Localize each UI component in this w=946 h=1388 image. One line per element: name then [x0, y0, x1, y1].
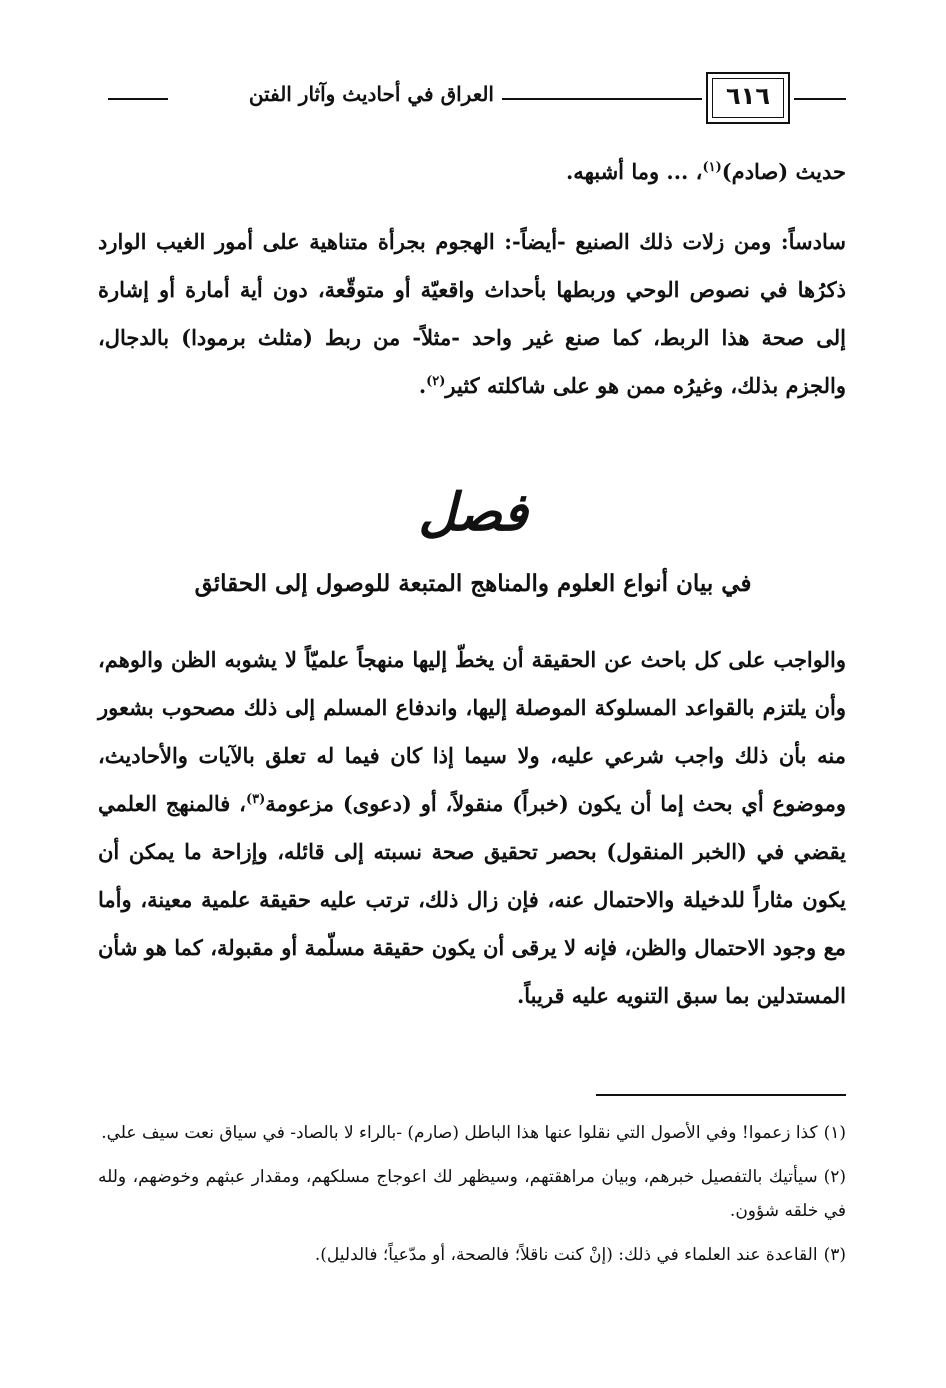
footnote — [98, 1238, 846, 1272]
footnotes — [98, 1116, 846, 1282]
paragraph — [98, 218, 846, 410]
footnote-ref: (٢) — [426, 374, 446, 389]
section-heading: فصل — [418, 482, 528, 543]
paragraph-text: والواجب على كل باحث عن الحقيقة أن يخطّ إليها منهجاً علميّاً لا يشوبه الظن والوهم، وأن يلتزم بالقواعد المسلوكة الموصلة إليها، واندفاع المسلم إلى ذلك مصحوب بشعور منه بأن ذلك واجب شرعي عليه، ولا سيما إذا كان فيما له تعلق بالآيات والأحاديث، وموضوع أي بحث إما أن يكون (خبراً) منقولاً، أو (دعوى) مزعومة — [98, 647, 846, 816]
footnote-text: سيأتيك بالتفصيل خبرهم، وبيان مراهقتهم، وسيظهر لك اعوجاج مسلكهم، ومقدار عبثهم وخوضهم، ولله في خلقه شؤون. — [98, 1167, 846, 1221]
footnote-ref: (١) — [702, 160, 722, 175]
section-subheading: في بيان أنواع العلوم والمناهج المتبعة للوصول إلى الحقائق — [194, 570, 752, 597]
paragraph-text: حديث (صادم) — [721, 159, 846, 184]
paragraph-text: ، فالمنهج العلمي يقضي في (الخبر المنقول) بحصر تحقيق صحة نسبته إلى قائله، وإزاحة ما يمكن أن يكون مثاراً للدخيلة والاحتمال عنه، فإن زال ذلك، ترتب عليه حقيقة علمية معينة، وأما مع وجود الاحتمال والظن، فإنه لا يرقى أن يكون حقيقة مسلّمة أو مقبولة، كما هو شأن المستدلين بما سبق التنويه عليه قريباً. — [98, 791, 846, 1008]
running-header — [108, 72, 846, 132]
footnote-number: (٣) — [823, 1245, 846, 1265]
paragraph-text: سادساً: ومن زلات ذلك الصنيع -أيضاً-: الهجوم بجرأة متناهية على أمور الغيب الوارد ذكرُها في نصوص الوحي وربطها بأحداث واقعيّة أو متوقّعة، دون أية أمارة أو إشارة إلى صحة هذا الربط، كما صنع غير واحد -مثلاً- من ربط (مثلث برمودا) بالدجال، والجزم بذلك، وغيرُه ممن هو على شاكلته كثير — [98, 229, 846, 398]
header-rule — [108, 98, 168, 100]
paragraph-text: . — [418, 373, 427, 398]
paragraph — [98, 636, 846, 1020]
footnote — [98, 1160, 846, 1228]
book-title: العراق في أحاديث وآثار الفتن — [248, 82, 494, 106]
footnote-ref: (٣) — [245, 792, 266, 807]
paragraph-text: ، ... وما أشبهه. — [566, 159, 703, 184]
paragraph — [98, 148, 846, 196]
footnote-separator — [596, 1094, 846, 1096]
footnote-text: كذا زعموا! وفي الأصول التي نقلوا عنها هذا الباطل (صارم) -بالراء لا بالصاد- في سياق نعت سيف علي. — [101, 1123, 818, 1143]
footnote — [98, 1116, 846, 1150]
footnote-number: (١) — [823, 1123, 846, 1143]
header-rule — [502, 98, 702, 100]
footnote-number: (٢) — [823, 1167, 846, 1187]
footnote-text: القاعدة عند العلماء في ذلك: (إنْ كنت ناقلاً؛ فالصحة، أو مدّعياً؛ فالدليل). — [314, 1245, 818, 1265]
page-number: ٦١٦ — [726, 82, 770, 110]
page-number-frame — [706, 72, 790, 124]
header-rule — [794, 98, 846, 100]
